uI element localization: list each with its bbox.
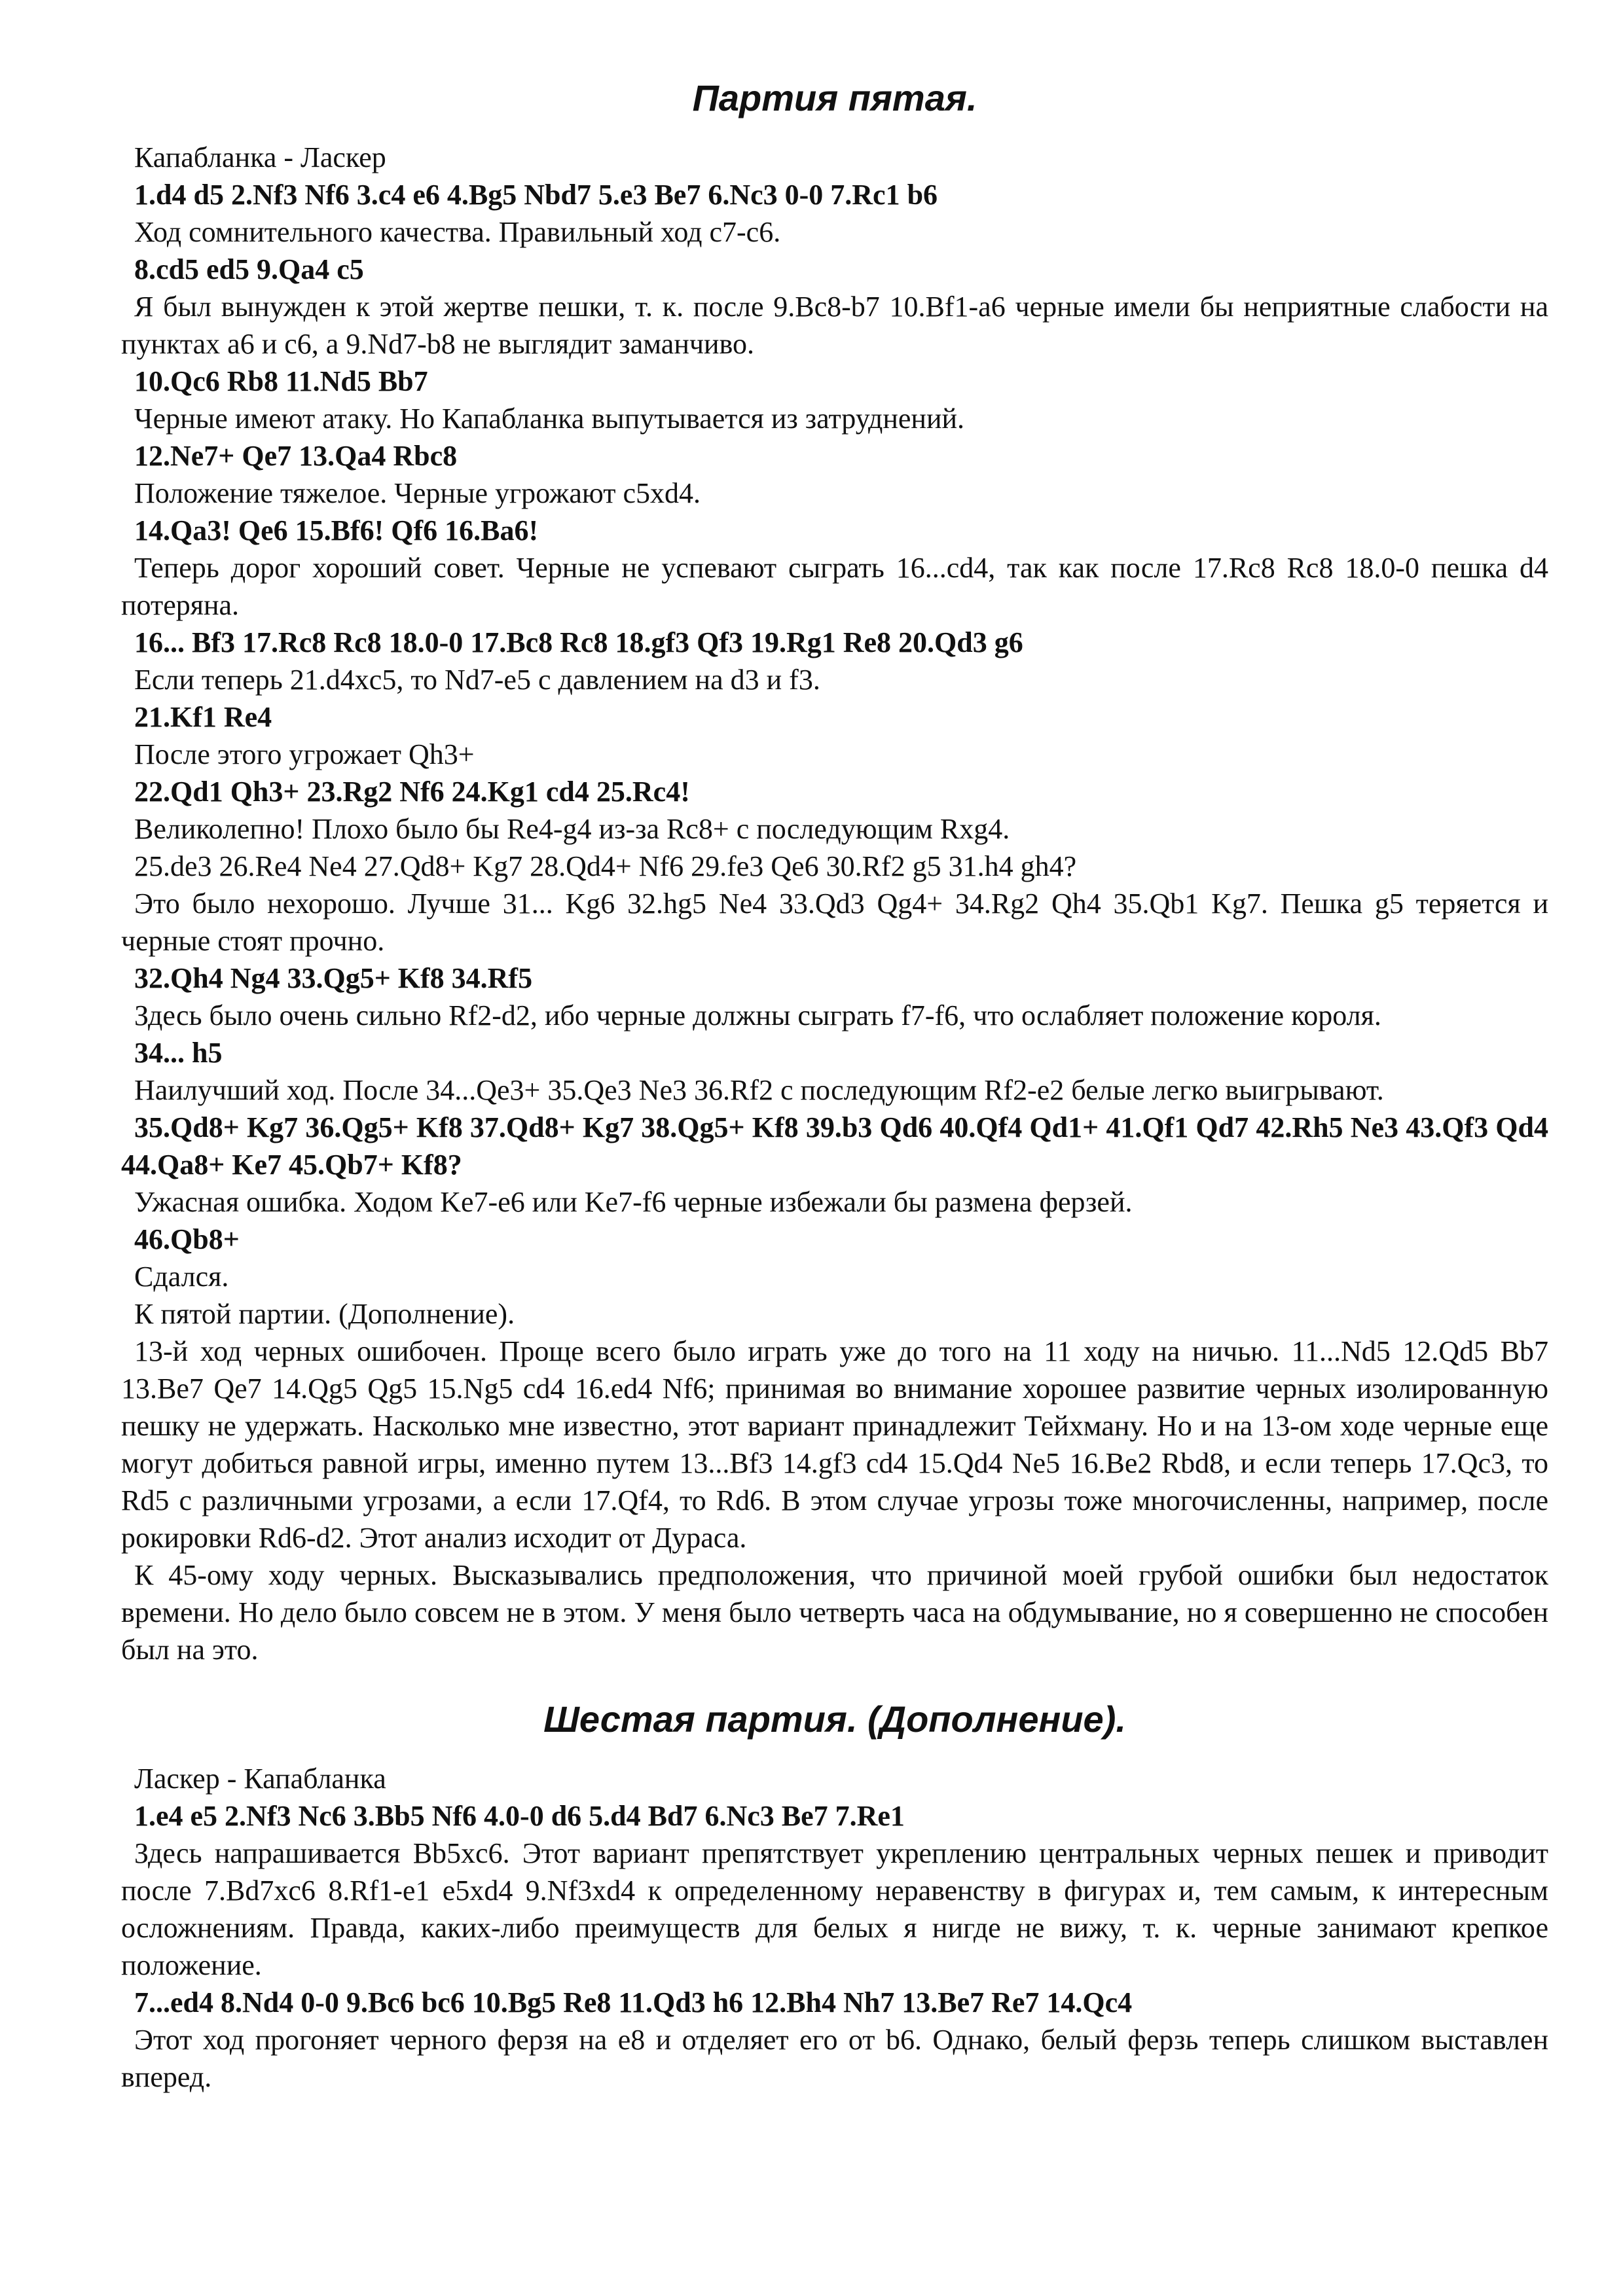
commentary-paragraph: Этот ход прогоняет черного ферзя на е8 и отделяет его от b6. Однако, белый ферзь теперь слишком выставлен вперед. bbox=[121, 2024, 1548, 2093]
commentary-paragraph: Теперь дорог хороший совет. Черные не успевают сыграть 16...cd4, так как после 17.Rc8 Rc8 18.0-0 пешка d4 потеряна. bbox=[121, 552, 1548, 621]
document-page bbox=[121, 72, 1548, 2096]
commentary-paragraph: Это было нехорошо. Лучше 31... Kg6 32.hg5 Ne4 33.Qd3 Qg4+ 34.Rg2 Qh4 35.Qb1 Kg7. Пешка g5 теряется и черные стоят прочно. bbox=[121, 888, 1548, 957]
move-line: 10.Qc6 Rb8 11.Nd5 Bb7 bbox=[134, 365, 428, 397]
commentary-paragraph: Положение тяжелое. Черные угрожают c5xd4. bbox=[134, 477, 701, 509]
commentary-paragraph: Наилучший ход. После 34...Qe3+ 35.Qe3 Ne3 36.Rf2 с последующим Rf2-e2 белые легко выигрывают. bbox=[134, 1074, 1384, 1106]
commentary-paragraph: Я был вынужден к этой жертве пешки, т. к. после 9.Bc8-b7 10.Bf1-a6 черные имели бы неприятные слабости на пунктах а6 и с6, а 9.Nd7-b8 не выглядит заманчиво. bbox=[121, 291, 1548, 360]
commentary-paragraph: После этого угрожает Qh3+ bbox=[134, 738, 475, 770]
move-line: 8.cd5 ed5 9.Qa4 c5 bbox=[134, 253, 364, 285]
move-line: 32.Qh4 Ng4 33.Qg5+ Kf8 34.Rf5 bbox=[134, 962, 533, 994]
commentary-paragraph: К 45-ому ходу черных. Высказывались предположения, что причиной моей грубой ошибки был недостаток времени. Но дело было совсем не в этом. У меня было четверть часа на обдумывание, но я совершенно не способен был на это. bbox=[121, 1559, 1548, 1666]
commentary-paragraph: К пятой партии. (Дополнение). bbox=[134, 1298, 515, 1330]
commentary-paragraph: Великолепно! Плохо было бы Re4-g4 из-за Rc8+ с последующим Rxg4. bbox=[134, 813, 1010, 845]
commentary-paragraph: Ход сомнительного качества. Правильный ход с7-с6. bbox=[134, 216, 781, 248]
move-line: 22.Qd1 Qh3+ 23.Rg2 Nf6 24.Kg1 cd4 25.Rc4! bbox=[134, 776, 690, 808]
move-line: 1.e4 e5 2.Nf3 Nc6 3.Bb5 Nf6 4.0-0 d6 5.d4 Bd7 6.Nc3 Be7 7.Re1 bbox=[134, 1800, 905, 1832]
move-line: 35.Qd8+ Kg7 36.Qg5+ Kf8 37.Qd8+ Kg7 38.Qg5+ Kf8 39.b3 Qd6 40.Qf4 Qd1+ 41.Qf1 Qd7 42.Rh5 Ne3 43.Qf3 Qd4 44.Qa8+ Ke7 45.Qb7+ Kf8? bbox=[121, 1111, 1548, 1181]
commentary-paragraph: Ужасная ошибка. Ходом Ke7-e6 или Ke7-f6 черные избежали бы размена ферзей. bbox=[134, 1186, 1133, 1218]
section-body-game-5 bbox=[121, 139, 1548, 1668]
commentary-paragraph: Ласкер - Капабланка bbox=[134, 1763, 386, 1795]
commentary-paragraph: Сдался. bbox=[134, 1261, 229, 1293]
section-body-game-6 bbox=[121, 1760, 1548, 2096]
commentary-paragraph: Черные имеют атаку. Но Капабланка выпутывается из затруднений. bbox=[134, 403, 965, 435]
section-title-game-5: Партия пятая. bbox=[692, 77, 977, 118]
move-line: 12.Ne7+ Qe7 13.Qa4 Rbc8 bbox=[134, 440, 458, 472]
move-line: 16... Bf3 17.Rc8 Rc8 18.0-0 17.Bc8 Rc8 18.gf3 Qf3 19.Rg1 Re8 20.Qd3 g6 bbox=[134, 626, 1023, 658]
move-line: 21.Kf1 Re4 bbox=[134, 701, 272, 733]
move-line: 14.Qa3! Qe6 15.Bf6! Qf6 16.Ba6! bbox=[134, 514, 539, 547]
commentary-paragraph: 13-й ход черных ошибочен. Проще всего было играть уже до того на 11 ходу на ничью. 11...Nd5 12.Qd5 Bb7 13.Be7 Qe7 14.Qg5 Qg5 15.Ng5 cd4 16.ed4 Nf6; принимая во внимание хорошее развитие черных изолированную пешку не удержать. Насколько мне известно, этот вариант принадлежит Тейхману. Но и на 13-ом ходе черные еще могут добиться равной игры, именно путем 13...Bf3 14.gf3 cd4 15.Qd4 Ne5 16.Be2 Rbd8, и если теперь 17.Qc3, то Rd5 с различными угрозами, а если 17.Qf4, то Rd6. В этом случае угрозы тоже многочисленны, например, после рокировки Rd6-d2. Этот анализ исходит от Дураса. bbox=[121, 1335, 1548, 1554]
commentary-paragraph: 25.de3 26.Re4 Ne4 27.Qd8+ Kg7 28.Qd4+ Nf6 29.fe3 Qe6 30.Rf2 g5 31.h4 gh4? bbox=[134, 850, 1077, 882]
commentary-paragraph: Капабланка - Ласкер bbox=[134, 141, 386, 173]
section-title-game-6: Шестая партия. (Дополнение). bbox=[543, 1698, 1126, 1740]
move-line: 34... h5 bbox=[134, 1037, 223, 1069]
commentary-paragraph: Здесь напрашивается Bb5xc6. Этот вариант препятствует укреплению центральных черных пешек и приводит после 7.Bd7xc6 8.Rf1-e1 e5xd4 9.Nf3xd4 к определенному неравенству в фигурах и, тем самым, к интересным осложнениям. Правда, каких-либо преимуществ для белых я нигде не вижу, т. к. черные занимают крепкое положение. bbox=[121, 1837, 1548, 1981]
move-line: 7...ed4 8.Nd4 0-0 9.Bc6 bc6 10.Bg5 Re8 11.Qd3 h6 12.Bh4 Nh7 13.Be7 Re7 14.Qc4 bbox=[134, 1986, 1133, 2018]
move-line: 1.d4 d5 2.Nf3 Nf6 3.c4 e6 4.Bg5 Nbd7 5.e3 Be7 6.Nc3 0-0 7.Rc1 b6 bbox=[134, 179, 938, 211]
commentary-paragraph: Если теперь 21.d4xc5, то Nd7-e5 с давлением на d3 и f3. bbox=[134, 664, 820, 696]
commentary-paragraph: Здесь было очень сильно Rf2-d2, ибо черные должны сыграть f7-f6, что ослабляет положение короля. bbox=[134, 999, 1381, 1031]
move-line: 46.Qb8+ bbox=[134, 1223, 240, 1255]
